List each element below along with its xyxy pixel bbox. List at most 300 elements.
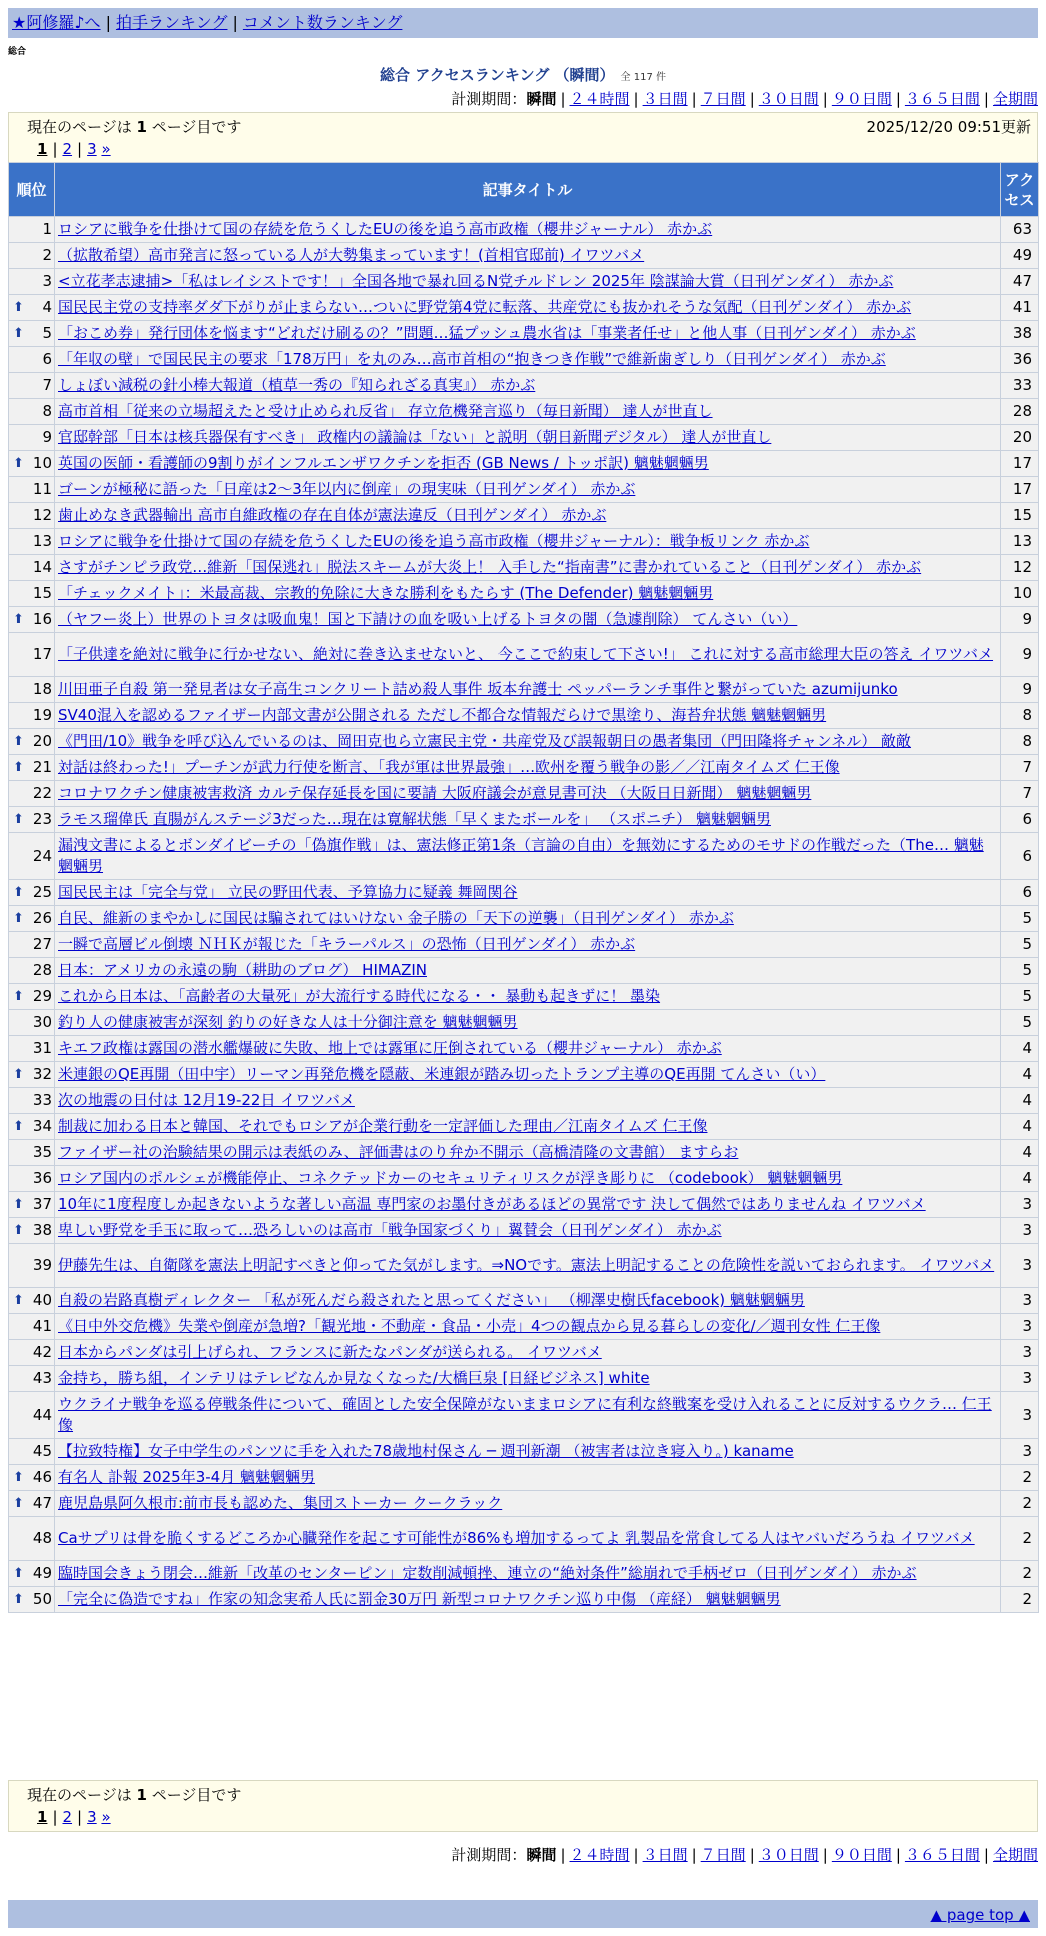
article-link[interactable]: 「おこめ券」発行団体を悩ます“どれだけ刷るの？”問題…猛プッシュ農水省は「事業者任せ」と他人事（日刊ゲンダイ） 赤かぶ [58,324,916,342]
article-link[interactable]: 対話は終わった!」プーチンが武力行使を断言、「我が軍は世界最強」…欧州を覆う戦争の影／／江南タイムズ 仁王像 [58,758,840,776]
rank-cell [9,581,55,607]
rank-number: 22 [32,784,52,802]
period-label: 計測期間： [451,90,527,108]
period-separator: | [691,1846,697,1864]
up-arrow-icon: ⬆ [13,734,24,749]
period-current: 瞬間 [526,1846,557,1864]
next-page-link[interactable]: » [101,140,111,158]
title-cell [55,1192,1001,1218]
rank-number: 37 [32,1195,52,1213]
access-count-cell: 3 [1001,1314,1039,1340]
page-link[interactable]: 3 [87,1808,97,1826]
rank-number: 6 [42,350,52,368]
access-count-cell: 3 [1001,1244,1039,1288]
table-row [9,1114,1039,1140]
access-count-cell: 33 [1001,373,1039,399]
article-link[interactable]: 臨時国会きょう閉会…維新「改革のセンターピン」定数削減頓挫、連立の“絶対条件”総崩れで手柄ゼロ（日刊ゲンダイ） 赤かぶ [58,1564,917,1582]
period-link[interactable]: ９０日間 [831,90,892,108]
rank-number: 31 [32,1039,52,1057]
access-count-cell: 2 [1001,1587,1039,1613]
article-link[interactable]: ゴーンが極秘に語った「日産は2～3年以内に倒産」の現実味（日刊ゲンダイ） 赤かぶ [58,480,636,498]
title-cell [55,399,1001,425]
period-link[interactable]: ７日間 [700,90,746,108]
page-link[interactable]: 2 [62,1808,73,1826]
access-count-cell: 3 [1001,1218,1039,1244]
title-cell [55,1140,1001,1166]
up-arrow-icon: ⬆ [13,760,24,775]
rank-cell [9,807,55,833]
rank-cell [9,503,55,529]
article-link[interactable]: 日本：アメリカの永遠の駒（耕助のブログ） HIMAZIN [58,961,427,979]
article-link[interactable]: 自民、維新のまやかしに国民は騙されてはいけない 金子勝の「天下の逆襲」（日刊ゲンダイ） 赤かぶ [58,909,734,927]
access-count-cell: 4 [1001,1036,1039,1062]
rank-number: 41 [32,1317,52,1335]
page-info-suffix: ページ目です [151,118,242,136]
rank-cell [9,1244,55,1288]
nav-separator: | [105,13,111,32]
table-row [9,477,1039,503]
rank-number: 10 [32,454,52,472]
rank-cell [9,1392,55,1439]
article-link[interactable]: ロシアに戦争を仕掛けて国の存続を危うくしたEUの後を追う高市政権（櫻井ジャーナル） 赤かぶ [58,220,713,238]
table-row [9,373,1039,399]
rank-cell [9,677,55,703]
access-count-cell: 13 [1001,529,1039,555]
rank-number: 3 [42,272,52,290]
title-cell [55,217,1001,243]
article-link[interactable]: これから日本は、「高齢者の大量死」が大流行する時代になる・・ 暴動も起きずに！ 墨染 [58,987,661,1005]
access-count-cell: 4 [1001,1114,1039,1140]
article-link[interactable]: 金持ち，勝ち組，インテリはテレビなんか見なくなった/大橋巨泉 [日経ビジネス] white [58,1369,650,1387]
period-separator: | [983,1846,989,1864]
table-row [9,880,1039,906]
access-count-cell: 3 [1001,1192,1039,1218]
table-row [9,607,1039,633]
article-link[interactable]: さすがチンピラ政党…維新「国保逃れ」脱法スキームが大炎上！ 入手した“指南書”に書かれていること（日刊ゲンダイ） 赤かぶ [58,558,922,576]
table-row [9,703,1039,729]
rank-number: 48 [32,1529,52,1547]
access-count-cell: 12 [1001,555,1039,581]
period-separator: | [895,1846,901,1864]
rank-number: 2 [42,246,52,264]
access-count-cell: 2 [1001,1517,1039,1561]
page-top-link[interactable]: ▲ page top ▲ [930,1906,1030,1924]
rank-number: 18 [32,680,52,698]
rank-cell [9,1439,55,1465]
table-row [9,1036,1039,1062]
article-link[interactable]: 釣り人の健康被害が深刻 釣りの好きな人は十分御注意を 魑魅魍魎男 [58,1013,518,1031]
title-cell [55,1062,1001,1088]
article-link[interactable]: 有名人 訃報 2025年3-4月 魑魅魍魎男 [58,1468,315,1486]
title-cell [55,295,1001,321]
rank-number: 40 [32,1291,52,1309]
title-cell [55,677,1001,703]
access-count-cell: 8 [1001,729,1039,755]
up-arrow-icon: ⬆ [13,326,24,341]
article-link[interactable]: Caサプリは骨を脆くするどころか心臓発作を起こす可能性が86%も増加するってよ 乳製品を常食してる人はヤバいだろうね イワツバメ [58,1529,975,1547]
rank-number: 13 [32,532,52,550]
rank-cell [9,1561,55,1587]
period-selector-bottom [451,1844,1038,1865]
title-cell [55,1587,1001,1613]
period-link[interactable]: ３日間 [642,90,688,108]
rank-cell [9,1010,55,1036]
title-cell [55,1561,1001,1587]
article-link[interactable]: 次の地震の日付は 12月19-22日 イワツバメ [58,1091,355,1109]
ranking-table-body [9,217,1039,1613]
total-count: 全 117 件 [620,72,666,83]
rank-number: 4 [42,298,52,316]
title-cell [55,833,1001,880]
rank-number: 34 [32,1117,52,1135]
article-link[interactable]: 一瞬で高層ビル倒壊 ＮＨＫが報じた「キラーパルス」の恐怖（日刊ゲンダイ） 赤かぶ [58,935,636,953]
rank-cell [9,833,55,880]
period-separator: | [983,90,989,108]
period-separator: | [633,1846,639,1864]
rank-cell [9,729,55,755]
period-link[interactable]: 全期間 [992,1846,1038,1864]
access-count-cell: 4 [1001,1140,1039,1166]
table-row [9,1218,1039,1244]
up-arrow-icon: ⬆ [13,911,24,926]
period-separator: | [560,1846,566,1864]
access-count-cell: 28 [1001,399,1039,425]
current-page-number: 1 [37,1808,48,1826]
table-row [9,1392,1039,1439]
title-cell [55,243,1001,269]
access-count-cell: 3 [1001,1439,1039,1465]
page-info-number: 1 [136,118,147,136]
period-link[interactable]: ２４時間 [569,90,630,108]
period-link[interactable]: ３６５日間 [904,1846,980,1864]
rank-cell [9,1036,55,1062]
pagination [15,138,1031,160]
article-link[interactable]: 【拉致特権】女子中学生のパンツに手を入れた78歳地村保さん ─ 週刊新潮 （被害者は泣き寝入り。) kaname [58,1442,794,1460]
article-link[interactable]: 卑しい野党を手玉に取って…恐ろしいのは高市「戦争国家づくり」翼賛会（日刊ゲンダイ） 赤かぶ [58,1221,722,1239]
access-count-cell: 5 [1001,906,1039,932]
article-link[interactable]: 「年収の壁」で国民民主の要求「178万円」を丸のみ…高市首相の“抱きつき作戦”で維新歯ぎしり（日刊ゲンダイ） 赤かぶ [58,350,886,368]
table-row [9,217,1039,243]
access-count-cell: 6 [1001,880,1039,906]
home-link[interactable]: ★阿修羅♪へ [12,13,101,32]
current-page [37,1808,47,1826]
up-arrow-icon: ⬆ [13,812,24,827]
article-link[interactable]: （拡散希望）高市発言に怒っている人が大勢集まっています！(首相官邸前) イワツバメ [58,246,645,264]
article-link[interactable]: キエフ政権は露国の潜水艦爆破に失敗、地上では露軍に圧倒されている（櫻井ジャーナル） 赤かぶ [58,1039,722,1057]
title-cell [55,1517,1001,1561]
page-info-number: 1 [136,1786,147,1804]
title-cell [55,633,1001,677]
title-cell [55,755,1001,781]
access-count-cell: 7 [1001,781,1039,807]
table-row [9,958,1039,984]
page-separator: | [52,1808,58,1826]
article-link[interactable]: SV40混入を認めるファイザー内部文書が公開される ただし不都合な情報だらけで黒塗り、海苔弁状態 魑魅魍魎男 [58,706,827,724]
rank-number: 11 [32,480,52,498]
rank-cell [9,906,55,932]
rank-number: 30 [32,1013,52,1031]
article-link[interactable]: しょぼい減税の針小棒大報道（植草一秀の『知られざる真実』） 赤かぶ [58,376,536,394]
rank-number: 33 [32,1091,52,1109]
rank-number: 23 [32,810,52,828]
article-link[interactable]: <立花孝志逮捕>「私はレイシストです！」全国各地で暴れ回るN党チルドレン 2025年 陰謀論大賞（日刊ゲンダイ） 赤かぶ [58,272,894,290]
page-link[interactable]: 3 [87,140,97,158]
rank-number: 21 [32,758,52,776]
article-link[interactable]: 制裁に加わる日本と韓国、それでもロシアが企業行動を一定評価した理由／江南タイムズ 仁王像 [58,1117,708,1135]
title-cell [55,781,1001,807]
article-link[interactable]: 歯止めなき武器輸出 高市自維政権の存在自体が憲法違反（日刊ゲンダイ） 赤かぶ [58,506,607,524]
table-row [9,984,1039,1010]
title-cell [55,503,1001,529]
article-link[interactable]: 「完全に偽造ですね」作家の知念実希人氏に罰金30万円 新型コロナワクチン巡り中傷 （産経） 魑魅魍魎男 [58,1590,781,1608]
period-current: 瞬間 [526,90,557,108]
article-link[interactable]: コロナワクチン健康被害救済 カルテ保存延長を国に要請 大阪府議会が意見書可決 （大阪日日新聞） 魑魅魍魎男 [58,784,812,802]
up-arrow-icon: ⬆ [13,1293,24,1308]
up-arrow-icon: ⬆ [13,1067,24,1082]
title-cell [55,1036,1001,1062]
title-cell [55,321,1001,347]
title-cell [55,1114,1001,1140]
rank-number: 28 [32,961,52,979]
comment-ranking-link[interactable]: コメント数ランキング [242,13,403,32]
page-separator: | [77,1808,83,1826]
ranking-table [8,162,1039,1613]
up-arrow-icon: ⬆ [13,989,24,1004]
up-arrow-icon: ⬆ [13,1119,24,1134]
period-link[interactable]: ３日間 [642,1846,688,1864]
current-page-number: 1 [37,140,48,158]
period-separator: | [822,90,828,108]
page-separator: | [77,140,83,158]
rank-number: 15 [32,584,52,602]
page-title [0,64,1046,85]
rank-number: 35 [32,1143,52,1161]
access-count-cell: 9 [1001,677,1039,703]
access-count-cell: 4 [1001,1088,1039,1114]
rank-number: 46 [32,1468,52,1486]
article-link[interactable]: 10年に1度程度しか起きないような著しい高温 専門家のお墨付きがあるほどの異常です 決して偶然ではありませんね イワツバメ [58,1195,926,1213]
article-link[interactable]: 官邸幹部「日本は核兵器保有すべき」 政権内の議論は「ない」と説明（朝日新聞デジタル） 達人が世直し [58,428,772,446]
access-count-cell: 2 [1001,1561,1039,1587]
rank-cell [9,880,55,906]
table-row [9,1340,1039,1366]
title-cell [55,932,1001,958]
title-cell [55,1288,1001,1314]
period-separator: | [895,90,901,108]
rank-cell [9,1192,55,1218]
rank-number: 38 [32,1221,52,1239]
article-link[interactable]: 自殺の岩路真樹ディレクター 「私が死んだら殺されたと思ってください」 （柳澤史樹氏facebook) 魑魅魍魎男 [58,1291,805,1309]
access-count-cell: 3 [1001,1392,1039,1439]
article-link[interactable]: ロシアに戦争を仕掛けて国の存続を危うくしたEUの後を追う高市政権（櫻井ジャーナル）：戦争板リンク 赤かぶ [58,532,810,550]
table-row [9,1366,1039,1392]
title-cell [55,581,1001,607]
table-row [9,269,1039,295]
title-cell [55,1366,1001,1392]
table-row [9,555,1039,581]
access-count-cell: 3 [1001,1288,1039,1314]
access-count-cell: 10 [1001,581,1039,607]
access-count-cell: 15 [1001,503,1039,529]
current-page-info [15,116,1031,138]
period-link[interactable]: ３０日間 [758,90,819,108]
up-arrow-icon: ⬆ [13,1470,24,1485]
pagination [15,1806,1031,1828]
table-row [9,451,1039,477]
title-cell [55,373,1001,399]
rank-cell [9,1314,55,1340]
title-cell [55,1465,1001,1491]
table-row [9,1491,1039,1517]
table-row [9,1439,1039,1465]
rank-number: 42 [32,1343,52,1361]
rank-number: 39 [32,1256,52,1274]
table-row [9,1561,1039,1587]
article-link[interactable]: 《日中外交危機》失業や倒産が急増?「観光地・不動産・食品・小売」4つの観点から見る暮らしの変化/／週刊女性 仁王像 [58,1317,881,1335]
page-separator: | [52,140,58,158]
nav-separator: | [232,13,238,32]
page-info-prefix: 現在のページは [27,1786,132,1804]
rank-number: 9 [42,428,52,446]
article-link[interactable]: 英国の医師・看護師の9割りがインフルエンザワクチンを拒否 (GB News / トッポ訳) 魑魅魍魎男 [58,454,709,472]
access-count-cell: 7 [1001,755,1039,781]
article-link[interactable]: ファイザー社の治験結果の開示は表紙のみ、評価書はのり弁か不開示（高橋清隆の文書館） ますらお [58,1143,739,1161]
title-cell [55,703,1001,729]
article-link[interactable]: （ヤフー炎上）世界のトヨタは吸血鬼！国と下請けの血を吸い上げるトヨタの闇（急遽削除） てんさい（い） [58,610,798,628]
table-row [9,833,1039,880]
up-arrow-icon: ⬆ [13,300,24,315]
article-link[interactable]: ウクライナ戦争を巡る停戦条件について、確固とした安全保障がないままロシアに有利な終戦案を受け入れることに反対するウクラ… 仁王像 [58,1395,992,1434]
article-link[interactable]: 「子供達を絶対に戦争に行かせない、絶対に巻き込ませないと、 今ここで約束して下さい!」 これに対する高市総理大臣の答え イワツバメ [58,645,994,663]
article-link[interactable]: 川田亜子自殺 第一発見者は女子高生コンクリート詰め殺人事件 坂本弁護士 ペッパーランチ事件と繋がっていた azumijunko [58,680,898,698]
article-link[interactable]: 伊藤先生は、自衛隊を憲法上明記すべきと仰ってた気がします。⇒NOです。憲法上明記することの危険性を説いておられます。 イワツバメ [58,1256,995,1274]
table-row [9,807,1039,833]
rank-number: 45 [32,1442,52,1460]
page-link[interactable]: 2 [62,140,73,158]
rank-cell [9,373,55,399]
rank-cell [9,1140,55,1166]
title-cell [55,1166,1001,1192]
period-link[interactable]: 全期間 [992,90,1038,108]
period-selector-top [451,88,1038,109]
period-link[interactable]: ３０日間 [758,1846,819,1864]
table-row [9,425,1039,451]
rank-cell [9,633,55,677]
table-row [9,321,1039,347]
access-count-cell: 8 [1001,703,1039,729]
page-info-prefix: 現在のページは [27,118,132,136]
rank-cell [9,269,55,295]
article-link[interactable]: 国民民主は「完全与党」 立民の野田代表、予算協力に疑義 舞岡関谷 [58,883,518,901]
up-arrow-icon: ⬆ [13,1223,24,1238]
article-link[interactable]: 鹿児島県阿久根市:前市長も認めた、集団ストーカー クークラック [58,1494,503,1512]
up-arrow-icon: ⬆ [13,885,24,900]
table-header-row [9,163,1039,217]
table-row [9,347,1039,373]
article-link[interactable]: 「チェックメイト」：米最高裁、宗教的免除に大きな勝利をもたらす (The Defender) 魑魅魍魎男 [58,584,714,602]
applause-ranking-link[interactable]: 拍手ランキング [115,13,228,32]
rank-cell [9,1088,55,1114]
next-page-link[interactable]: » [101,1808,111,1826]
rank-number: 7 [42,376,52,394]
up-arrow-icon: ⬆ [13,1566,24,1581]
article-link[interactable]: ラモス瑠偉氏 直腸がんステージ3だった…現在は寛解状態「早くまたボールを」 （スポニチ） 魑魅魍魎男 [58,810,771,828]
article-link[interactable]: 漏洩文書によるとボンダイビーチの「偽旗作戦」は、憲法修正第1条（言論の自由）を無効にするためのモサドの作戦だった（The… 魑魅魍魎男 [58,836,984,875]
rank-cell [9,217,55,243]
article-link[interactable]: 《門田/10》戦争を呼び込んでいるのは、岡田克也ら立憲民主党・共産党及び誤報朝日の愚者集団（門田隆将チャンネル） 敵敵 [58,732,912,750]
title-cell [55,1088,1001,1114]
table-row [9,906,1039,932]
access-count-cell: 38 [1001,321,1039,347]
title-column-header: 記事タイトル [55,163,1001,217]
rank-cell [9,425,55,451]
table-row [9,1010,1039,1036]
table-row [9,529,1039,555]
rank-number: 8 [42,402,52,420]
rank-number: 49 [32,1564,52,1582]
access-count-cell: 20 [1001,425,1039,451]
rank-number: 5 [42,324,52,342]
period-link[interactable]: ９０日間 [831,1846,892,1864]
rank-cell [9,703,55,729]
table-row [9,1192,1039,1218]
access-count-cell: 2 [1001,1491,1039,1517]
rank-number: 43 [32,1369,52,1387]
access-count-cell: 5 [1001,984,1039,1010]
rank-number: 32 [32,1065,52,1083]
table-row [9,932,1039,958]
rank-cell [9,321,55,347]
period-link[interactable]: ３６５日間 [904,90,980,108]
table-row [9,1244,1039,1288]
rank-cell [9,1366,55,1392]
rank-number: 44 [32,1405,52,1424]
rank-cell [9,932,55,958]
up-arrow-icon: ⬆ [13,1496,24,1511]
rank-number: 16 [32,610,52,628]
period-separator: | [691,90,697,108]
rank-cell [9,1288,55,1314]
article-link[interactable]: 米連銀のQE再開（田中宇）リーマン再発危機を隠蔽、米連銀が踏み切ったトランプ主導のQE再開 てんさい（い） [58,1065,826,1083]
title-cell [55,555,1001,581]
access-count-cell: 2 [1001,1465,1039,1491]
title-cell [55,269,1001,295]
access-count-cell: 5 [1001,958,1039,984]
table-row [9,1517,1039,1561]
period-link[interactable]: ７日間 [700,1846,746,1864]
up-arrow-icon: ⬆ [13,1592,24,1607]
article-link[interactable]: 日本からパンダは引上げられ、フランスに新たなパンダが送られる。 イワツバメ [58,1343,602,1361]
title-cell [55,984,1001,1010]
updated-timestamp: 2025/12/20 09:51更新 [866,118,1031,136]
article-link[interactable]: 国民民主党の支持率ダダ下がりが止まらない…ついに野党第4党に転落、共産党にも抜かれそうな気配（日刊ゲンダイ） 赤かぶ [58,298,912,316]
table-row [9,1088,1039,1114]
title-cell [55,347,1001,373]
rank-cell [9,755,55,781]
current-page [37,140,47,158]
article-link[interactable]: ロシア国内のポルシェが機能停止、コネクテッドカーのセキュリティリスクが浮き彫りに （codebook） 魑魅魍魎男 [58,1169,843,1187]
up-arrow-icon: ⬆ [13,612,24,627]
rank-number: 1 [42,220,52,238]
article-link[interactable]: 高市首相「従来の立場超えたと受け止められ反省」 存立危機発言巡り（毎日新聞） 達人が世直し [58,402,713,420]
access-count-cell: 3 [1001,1340,1039,1366]
pager-top [8,112,1038,164]
rank-number: 47 [32,1494,52,1512]
access-count-cell: 9 [1001,607,1039,633]
title-cell [55,529,1001,555]
period-link[interactable]: ２４時間 [569,1846,630,1864]
rank-number: 50 [32,1590,52,1608]
